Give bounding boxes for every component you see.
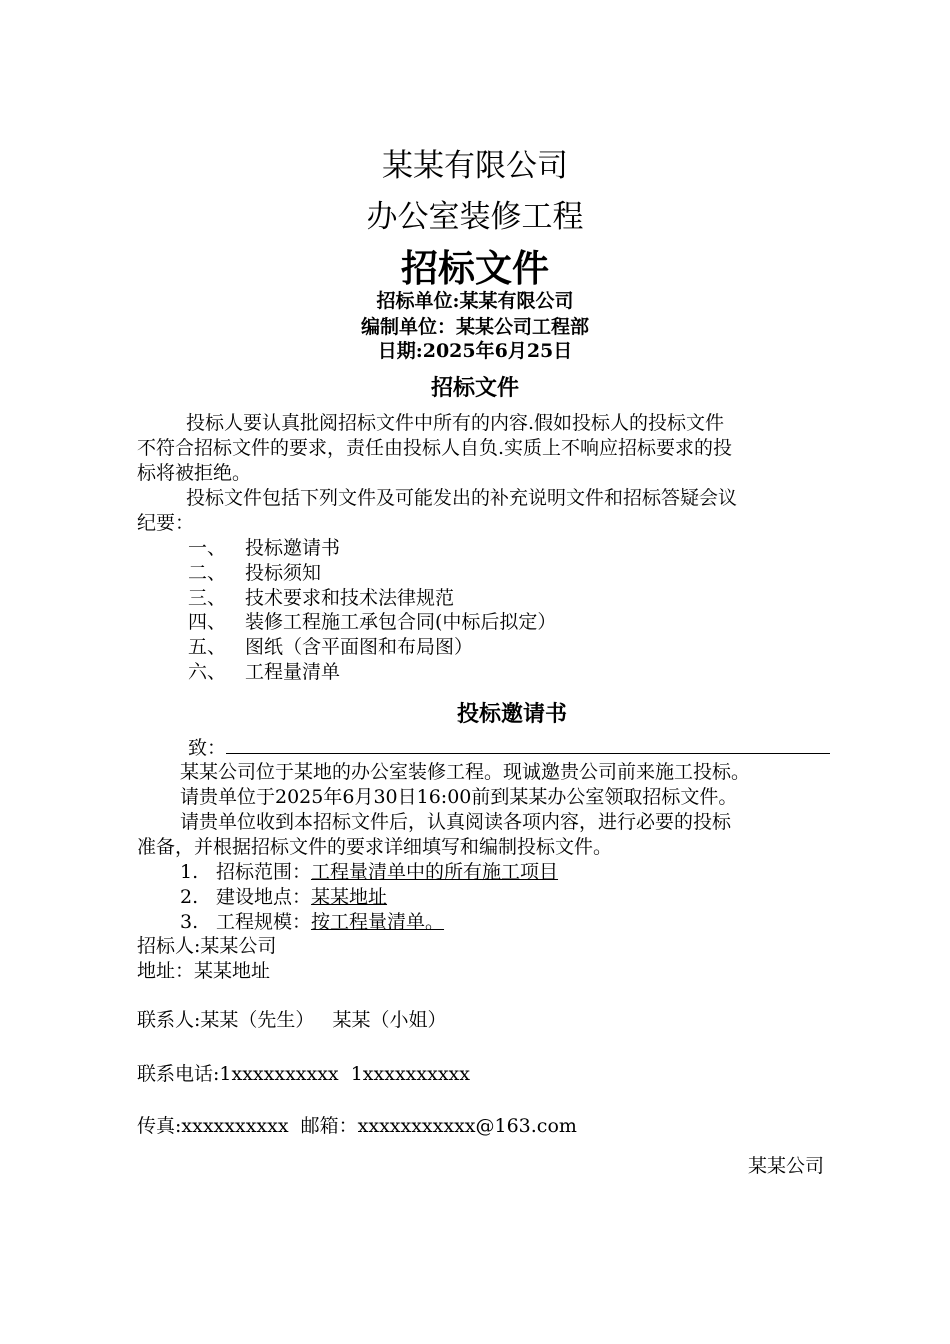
para1-line2: 不符合招标文件的要求，责任由投标人自负.实质上不响应招标要求的投 [137, 437, 733, 459]
list-item: 二、 投标须知 [188, 562, 322, 584]
recipient-blank [226, 735, 830, 754]
compiler-line: 编制单位：某某公司工程部 [360, 316, 589, 338]
date-line: 日期:2025年6月25日 [377, 340, 573, 362]
scale-item: 3. 工程规模：按工程量清单。 [180, 911, 445, 933]
para2-line1: 投标文件包括下列文件及可能发出的补充说明文件和招标答疑会议 [186, 487, 738, 509]
location-item: 2. 建设地点：某某地址 [180, 886, 388, 908]
contacts-line: 联系人:某某（先生） 某某（小姐） [137, 1009, 447, 1031]
to-line: 致： [188, 735, 830, 761]
phone-line: 联系电话:1xxxxxxxxxx 1xxxxxxxxxx [137, 1063, 470, 1085]
invite-para2: 请贵单位于2025年6月30日16:00前到某某办公室领取招标文件。 [180, 786, 738, 808]
para1-line1: 投标人要认真批阅招标文件中所有的内容.假如投标人的投标文件 [186, 412, 725, 434]
tenderer-line: 招标人:某某公司 [137, 935, 277, 957]
invite-para1: 某某公司位于某地的办公室装修工程。现诚邀贵公司前来施工投标。 [180, 761, 751, 783]
document-title: 招标文件 [401, 246, 549, 290]
para2-line2: 纪要： [137, 512, 195, 534]
fax-email-line: 传真:xxxxxxxxxx 邮箱：xxxxxxxxxxx@163.com [137, 1115, 577, 1137]
scope-item: 1. 招标范围：工程量清单中的所有施工项目 [180, 861, 559, 883]
company-title: 某某有限公司 [382, 148, 568, 184]
list-item: 一、 投标邀请书 [188, 537, 341, 559]
list-item: 六、 工程量清单 [188, 661, 341, 683]
address-line: 地址：某某地址 [137, 960, 271, 982]
signature-company: 某某公司 [748, 1155, 825, 1177]
list-item: 五、 图纸（含平面图和布局图） [188, 636, 474, 658]
invite-para3-line1: 请贵单位收到本招标文件后，认真阅读各项内容，进行必要的投标 [180, 811, 732, 833]
list-item: 三、 技术要求和技术法律规范 [188, 587, 455, 609]
issuer-line: 招标单位:某某有限公司 [376, 290, 574, 312]
section-heading-invitation: 投标邀请书 [456, 701, 567, 727]
invite-para3-line2: 准备，并根据招标文件的要求详细填写和编制投标文件。 [137, 836, 613, 858]
list-item: 四、 装修工程施工承包合同(中标后拟定） [188, 611, 557, 633]
para1-line3: 标将被拒绝。 [137, 462, 252, 484]
section-heading-tender: 招标文件 [430, 375, 519, 401]
project-title: 办公室装修工程 [366, 199, 584, 235]
